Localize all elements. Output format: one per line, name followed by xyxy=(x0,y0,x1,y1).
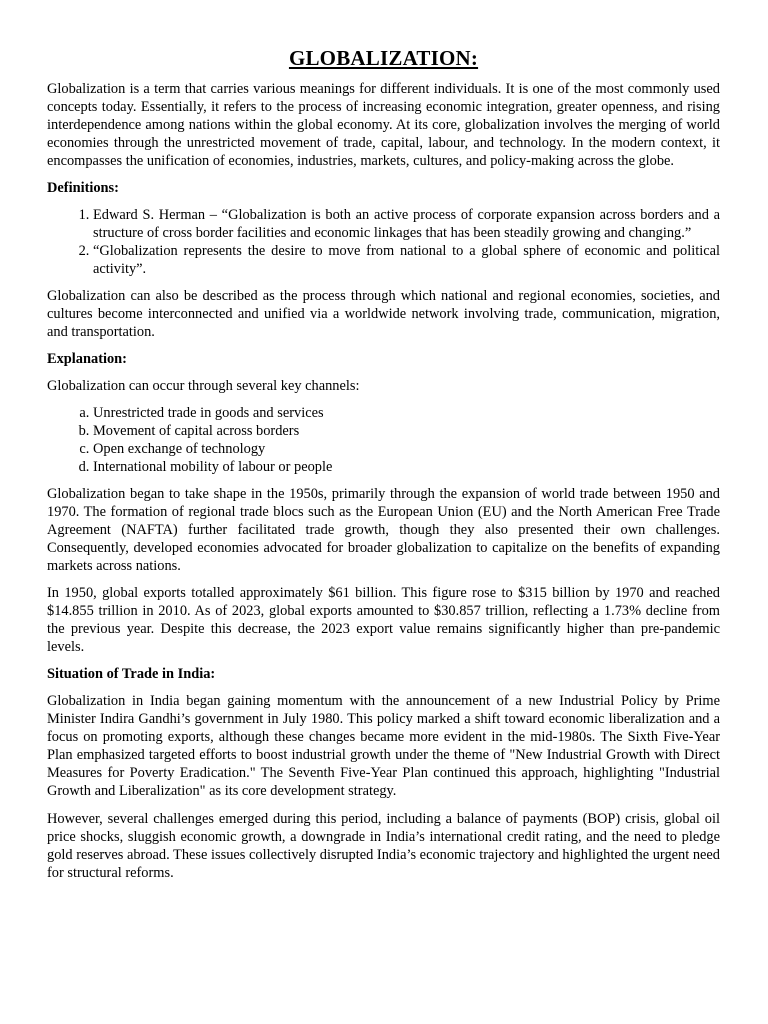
channel-item: c. Open exchange of technology xyxy=(93,440,720,458)
channels-list xyxy=(47,404,720,476)
india-heading: Situation of Trade in India: xyxy=(47,666,216,682)
channel-item: d. International mobility of labour or people xyxy=(93,458,720,476)
explanation-heading: Explanation: xyxy=(47,351,127,367)
definition-item: 2. “Globalization represents the desire to move from national to a global sphere of economic and political activity”. xyxy=(93,242,720,278)
channel-item: b. Movement of capital across borders xyxy=(93,422,720,440)
definitions-list xyxy=(47,206,720,278)
history-paragraph: Globalization began to take shape in the 1950s, primarily through the expansion of world trade between 1950 and 1970. The formation of regional trade blocs such as the European Union (EU) and the North American Free Trade Agreement (NAFTA) further facilitated trade growth, though they also presented their own challenges. Consequently, developed economies advocated for broader globalization to capitalize on the benefits of expanding markets across nations. xyxy=(47,486,720,574)
description-paragraph: Globalization can also be described as the process through which national and regional economies, societies, and cultures become interconnected and unified via a worldwide network involving trade, communication, migration, and transportation. xyxy=(47,288,720,340)
definitions-heading: Definitions: xyxy=(47,180,119,196)
exports-paragraph: In 1950, global exports totalled approximately $61 billion. This figure rose to $315 billion by 1970 and reached $14.855 trillion in 2010. As of 2023, global exports amounted to $30.857 trillion, reflecting a 1.73% decline from the previous year. Despite this decrease, the 2023 export value remains significantly higher than pre-pandemic levels. xyxy=(47,585,720,655)
document-page xyxy=(47,44,720,891)
india-paragraph-2: However, several challenges emerged during this period, including a balance of payments (BOP) crisis, global oil price shocks, sluggish economic growth, a downgrade in India’s international credit rating, and the need to pledge gold reserves abroad. These issues collectively disrupted India’s economic trajectory and highlighted the urgent need for structural reforms. xyxy=(47,811,720,881)
definition-item: 1. Edward S. Herman – “Globalization is both an active process of corporate expansion across borders and a structure of cross border facilities and economic linkages that has been steadily growing and changing.” xyxy=(93,206,720,242)
page-title: GLOBALIZATION: xyxy=(288,46,479,70)
channel-item: a. Unrestricted trade in goods and services xyxy=(93,404,720,422)
channels-lead: Globalization can occur through several key channels: xyxy=(47,378,360,394)
intro-paragraph: Globalization is a term that carries various meanings for different individuals. It is one of the most commonly used concepts today. Essentially, it refers to the process of increasing economic integration, greater openness, and rising interdependence among nations within the global economy. At its core, globalization involves the merging of world economies through the unrestricted movement of trade, capital, labour, and technology. In the modern context, it encompasses the unification of economies, industries, markets, cultures, and policy-making across the globe. xyxy=(47,81,720,169)
india-paragraph-1: Globalization in India began gaining momentum with the announcement of a new Industrial Policy by Prime Minister Indira Gandhi’s government in July 1980. This policy marked a shift toward economic liberalization and a focus on promoting exports, although these changes became more evident in the mid-1980s. The Sixth Five-Year Plan emphasized targeted efforts to boost industrial growth under the theme of "New Industrial Growth with Direct Measures for Poverty Eradication." The Seventh Five-Year Plan continued this approach, highlighting "Industrial Growth and Liberalization" as its core development strategy. xyxy=(47,693,720,799)
